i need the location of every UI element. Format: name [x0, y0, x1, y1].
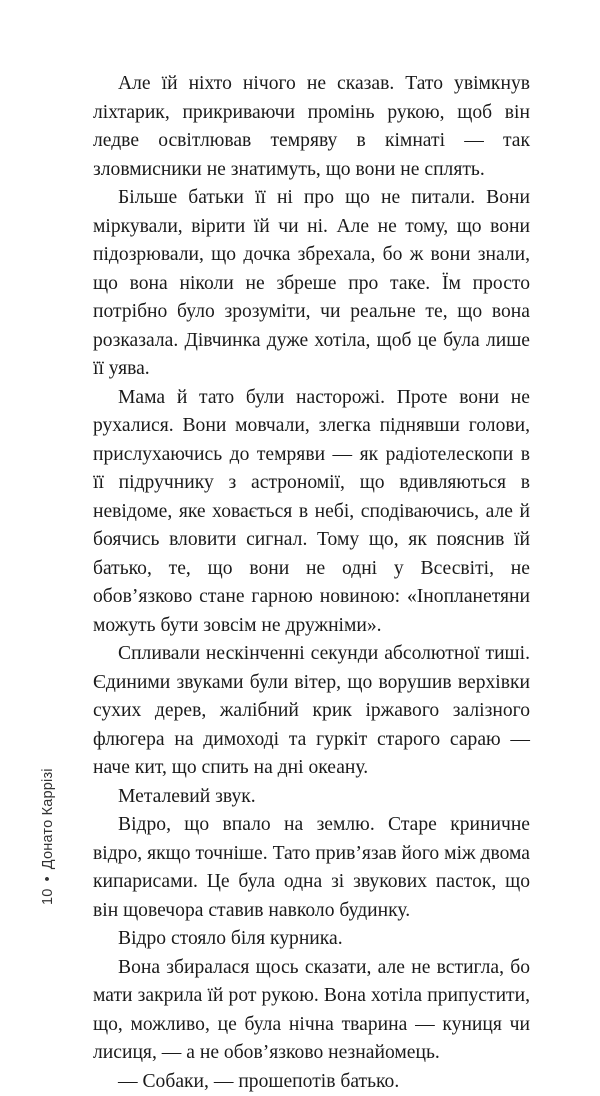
paragraph: Але їй ніхто нічого не сказав. Тато увімкнув ліхтарик, прикриваючи промінь рукою, щоб він ледве освітлював темряву в кімнаті — так зловмисники не знатимуть, що вони не сплять.	[93, 70, 530, 184]
paragraph: Відро, що впало на землю. Старе криничне відро, якщо точніше. Тато прив’язав його між двома кипарисами. Це була одна зі звукових пасток, що він щовечора ставив навколо будинку.	[93, 811, 530, 925]
paragraph: Більше батьки її ні про що не питали. Вони міркували, вірити їй чи ні. Але не тому, що вони підозрювали, що дочка збрехала, бо ж вони знали, що вона ніколи не збреше про таке. Їм просто потрібно було зрозуміти, чи реальне те, що вона розказала. Дівчинка дуже хотіла, щоб це була лише її уява.	[93, 184, 530, 384]
page-number: 10	[40, 888, 56, 905]
bullet-separator: •	[40, 869, 56, 888]
paragraph: Металевий звук.	[93, 783, 530, 812]
paragraph: Вона збиралася щось сказати, але не встигла, бо мати закрила їй рот рукою. Вона хотіла припустити, що, можливо, це була нічна тварина — куниця чи лисиця, — а не обов’язково незнайомець.	[93, 954, 530, 1068]
paragraph: Відро стояло біля курника.	[93, 925, 530, 954]
author-name: Донато Каррізі	[40, 768, 56, 869]
paragraph: — Собаки, — прошепотів батько.	[93, 1068, 530, 1096]
paragraph: Спливали нескінченні секунди абсолютної тиші. Єдиними звуками були вітер, що ворушив верхівки сухих дерев, жалібний крик іржавого залізного флюгера на димоході та гуркіт старого сараю — наче кит, що спить на дні океану.	[93, 640, 530, 783]
body-text	[93, 70, 530, 1096]
paragraph: Мама й тато були насторожі. Проте вони не рухалися. Вони мовчали, злегка піднявши голови, прислухаючись до темряви — як радіотелескопи в її підручнику з астрономії, що вдивляються в невідоме, яке ховається в небі, сподіваючись, але й боячись вловити сигнал. Тому що, як пояснив їй батько, те, що вони не одні у Всесвіті, не обов’язково стане гарною новиною: «Інопланетяни можуть бути зовсім не дружніми».	[93, 384, 530, 641]
running-header	[40, 768, 56, 905]
